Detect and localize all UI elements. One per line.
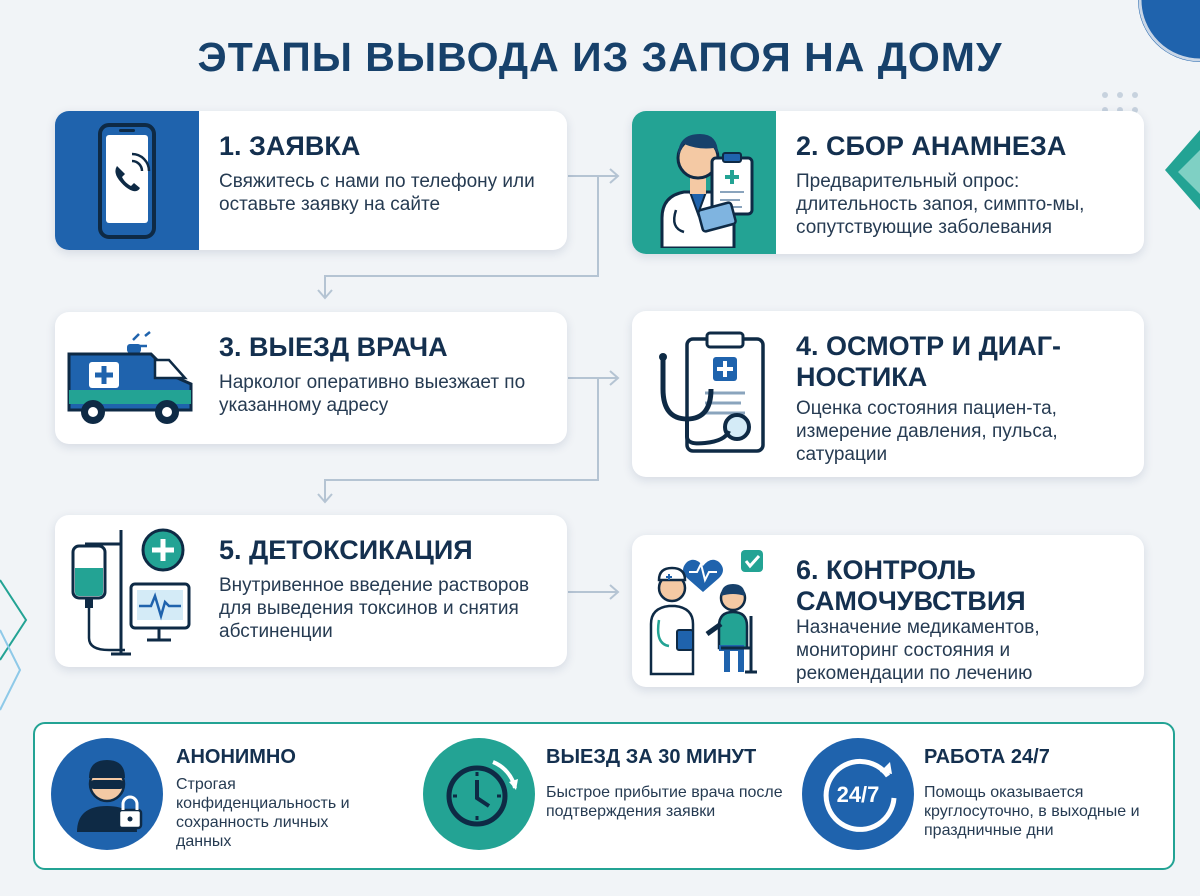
features-panel — [33, 722, 1175, 870]
step-card-1 — [55, 111, 567, 250]
24-7-badge-text: 24/7 — [836, 782, 880, 807]
24-7-icon — [802, 738, 914, 850]
feature-desc-24-7: Помощь оказывается круглосуточно, в выходные и праздничные дни — [924, 784, 1140, 839]
feature-title-24-7: РАБОТА 24/7 — [924, 746, 1050, 768]
step-title-6: 6. КОНТРОЛЬ САМОЧУВСТВИЯ — [796, 555, 1026, 616]
feature-title-anonymous: АНОНИМНО — [176, 746, 296, 768]
doctor-patient-icon — [632, 535, 782, 687]
step-desc-3: Нарколог оперативно выезжает по указанному адресу — [219, 372, 526, 416]
step-card-4 — [632, 311, 1144, 477]
step-title-1: 1. ЗАЯВКА — [219, 131, 361, 161]
feature-title-arrival: ВЫЕЗД ЗА 30 МИНУТ — [546, 746, 757, 768]
step-title-4: 4. ОСМОТР И ДИАГ-НОСТИКА — [796, 331, 1062, 392]
anonymous-lock-icon — [51, 738, 163, 850]
step-desc-1: Свяжитесь с нами по телефону или оставьте заявку на сайте — [219, 171, 535, 215]
ambulance-icon — [55, 312, 205, 444]
iv-drip-monitor-icon — [55, 515, 205, 667]
clock-icon — [423, 738, 535, 850]
step-card-3 — [55, 312, 567, 444]
step-title-3: 3. ВЫЕЗД ВРАЧА — [219, 332, 448, 362]
step-title-5: 5. ДЕТОКСИКАЦИЯ — [219, 535, 473, 565]
step-card-5 — [55, 515, 567, 667]
smartphone-call-icon — [55, 111, 199, 250]
step-desc-6: Назначение медикаментов, мониторинг состояния и рекомендации по лечению — [796, 617, 1040, 684]
step-card-6 — [632, 535, 1144, 687]
feature-desc-anonymous: Строгая конфиденциальность и сохранность личных данных — [176, 776, 350, 850]
stethoscope-clipboard-icon — [632, 311, 782, 477]
doctor-clipboard-icon — [632, 111, 776, 254]
step-desc-4: Оценка состояния пациен-та, измерение давления, пульса, сатурации — [796, 398, 1058, 465]
page-title: ЭТАПЫ ВЫВОДА ИЗ ЗАПОЯ НА ДОМУ — [197, 34, 1003, 80]
step-card-2 — [632, 111, 1144, 254]
step-title-2: 2. СБОР АНАМНЕЗА — [796, 131, 1067, 161]
feature-desc-arrival: Быстрое прибытие врача после подтверждения заявки — [546, 784, 783, 820]
step-desc-2: Предварительный опрос: длительность запоя, симпто-мы, сопутствующие заболевания — [796, 171, 1085, 238]
step-desc-5: Внутривенное введение растворов для выведения токсинов и снятия абстиненции — [219, 575, 530, 642]
